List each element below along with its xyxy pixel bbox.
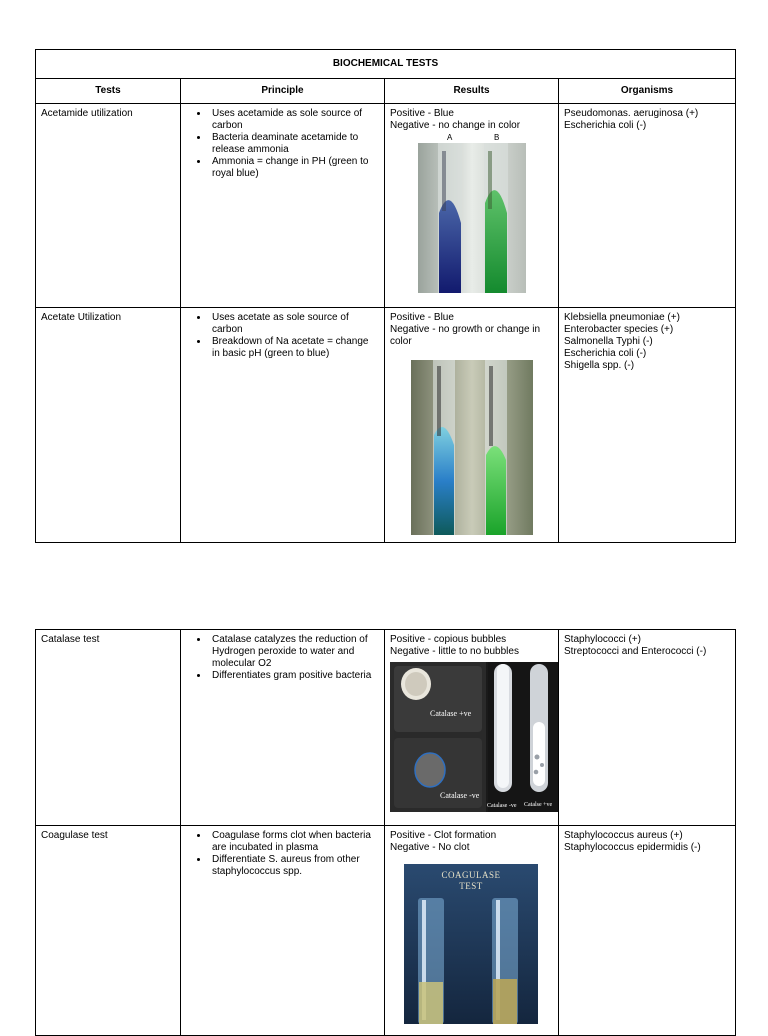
- table-title: BIOCHEMICAL TESTS: [36, 50, 736, 79]
- acetate-tubes-photo: [390, 350, 553, 535]
- organism-item: Escherichia coli (-): [564, 120, 647, 131]
- principle-item: • Coagulase forms clot when bacteria are incubated in plasma: [209, 830, 379, 854]
- organisms-cell: [559, 104, 736, 308]
- principle-list: [186, 108, 379, 180]
- test-name: Coagulase test: [36, 826, 181, 1036]
- results-cell: [385, 104, 559, 308]
- table-row: [36, 630, 736, 826]
- test-name: Acetate Utilization: [36, 308, 181, 543]
- column-header-results: Results: [385, 79, 559, 104]
- result-negative: Negative - no growth or change in color: [390, 324, 541, 347]
- biochemical-tests-table-1: [35, 49, 736, 543]
- coagulase-photo: [404, 864, 538, 1024]
- coagulase-title-line-2: TEST: [459, 881, 483, 891]
- table-row: [36, 104, 736, 308]
- results-cell: [385, 308, 559, 543]
- principle-cell: [181, 630, 385, 826]
- organism-item: Escherichia coli (-): [564, 348, 647, 359]
- principle-list: [186, 312, 379, 360]
- acetamide-tubes-photo: [390, 134, 553, 294]
- principle-list: [186, 634, 379, 682]
- label-catalase-positive: Catalase +ve: [430, 709, 472, 718]
- label-tube-positive: Catalse +ve: [524, 802, 553, 808]
- coagulase-title-line-1: COAGULASE: [441, 870, 501, 880]
- principle-cell: [181, 308, 385, 543]
- principle-item: • Catalase catalyzes the reduction of Hydrogen peroxide to water and molecular O2: [209, 634, 379, 670]
- acetamide-tubes-image: [418, 143, 526, 293]
- organism-item: Staphylococcus epidermidis (-): [564, 842, 701, 853]
- catalase-photo: [390, 662, 558, 812]
- results-cell: [385, 826, 559, 1036]
- test-name: Catalase test: [36, 630, 181, 826]
- organisms-cell: [559, 630, 736, 826]
- principle-item: • Differentiates gram positive bacteria: [209, 670, 379, 682]
- organisms-cell: [559, 308, 736, 543]
- results-cell: [385, 630, 559, 826]
- organism-item: Salmonella Typhi (-): [564, 336, 653, 347]
- organism-item: Streptococci and Enterococci (-): [564, 646, 707, 657]
- principle-cell: [181, 826, 385, 1036]
- test-name: Acetamide utilization: [36, 104, 181, 308]
- organisms-cell: [559, 826, 736, 1036]
- result-positive: Positive - Clot formation: [390, 830, 497, 841]
- principle-list: [186, 830, 379, 878]
- principle-item: • Breakdown of Na acetate = change in basic pH (green to blue): [209, 336, 379, 360]
- column-header-principle: Principle: [181, 79, 385, 104]
- principle-cell: [181, 104, 385, 308]
- table-row: [36, 308, 736, 543]
- result-negative: Negative - little to no bubbles: [390, 646, 519, 657]
- acetate-tubes-image: [411, 360, 533, 535]
- result-positive: Positive - Blue: [390, 108, 454, 119]
- result-positive: Positive - copious bubbles: [390, 634, 507, 645]
- biochemical-tests-table-2: [35, 629, 736, 1036]
- organism-item: Staphylococcus aureus (+): [564, 830, 683, 841]
- organism-item: Enterobacter species (+): [564, 324, 674, 335]
- principle-item: • Bacteria deaminate acetamide to release ammonia: [209, 132, 379, 156]
- result-positive: Positive - Blue: [390, 312, 454, 323]
- organism-item: Staphylococci (+): [564, 634, 641, 645]
- organism-item: Pseudomonas. aeruginosa (+): [564, 108, 699, 119]
- result-negative: Negative - no change in color: [390, 120, 521, 131]
- organism-item: Klebsiella pneumoniae (+): [564, 312, 680, 323]
- organism-item: Shigella spp. (-): [564, 360, 635, 371]
- principle-item: • Ammonia = change in PH (green to royal blue): [209, 156, 379, 180]
- column-header-tests: Tests: [36, 79, 181, 104]
- table-row: [36, 826, 736, 1036]
- tube-label-a: A: [447, 133, 453, 142]
- principle-item: • Uses acetamide as sole source of carbon: [209, 108, 379, 132]
- tube-label-b: B: [494, 133, 500, 142]
- result-negative: Negative - No clot: [390, 842, 470, 853]
- label-catalase-negative: Catalase -ve: [440, 791, 480, 800]
- label-tube-negative: Catalase -ve: [487, 803, 517, 809]
- principle-item: • Uses acetate as sole source of carbon: [209, 312, 379, 336]
- column-header-organisms: Organisms: [559, 79, 736, 104]
- principle-item: • Differentiate S. aureus from other staphylococcus spp.: [209, 854, 379, 878]
